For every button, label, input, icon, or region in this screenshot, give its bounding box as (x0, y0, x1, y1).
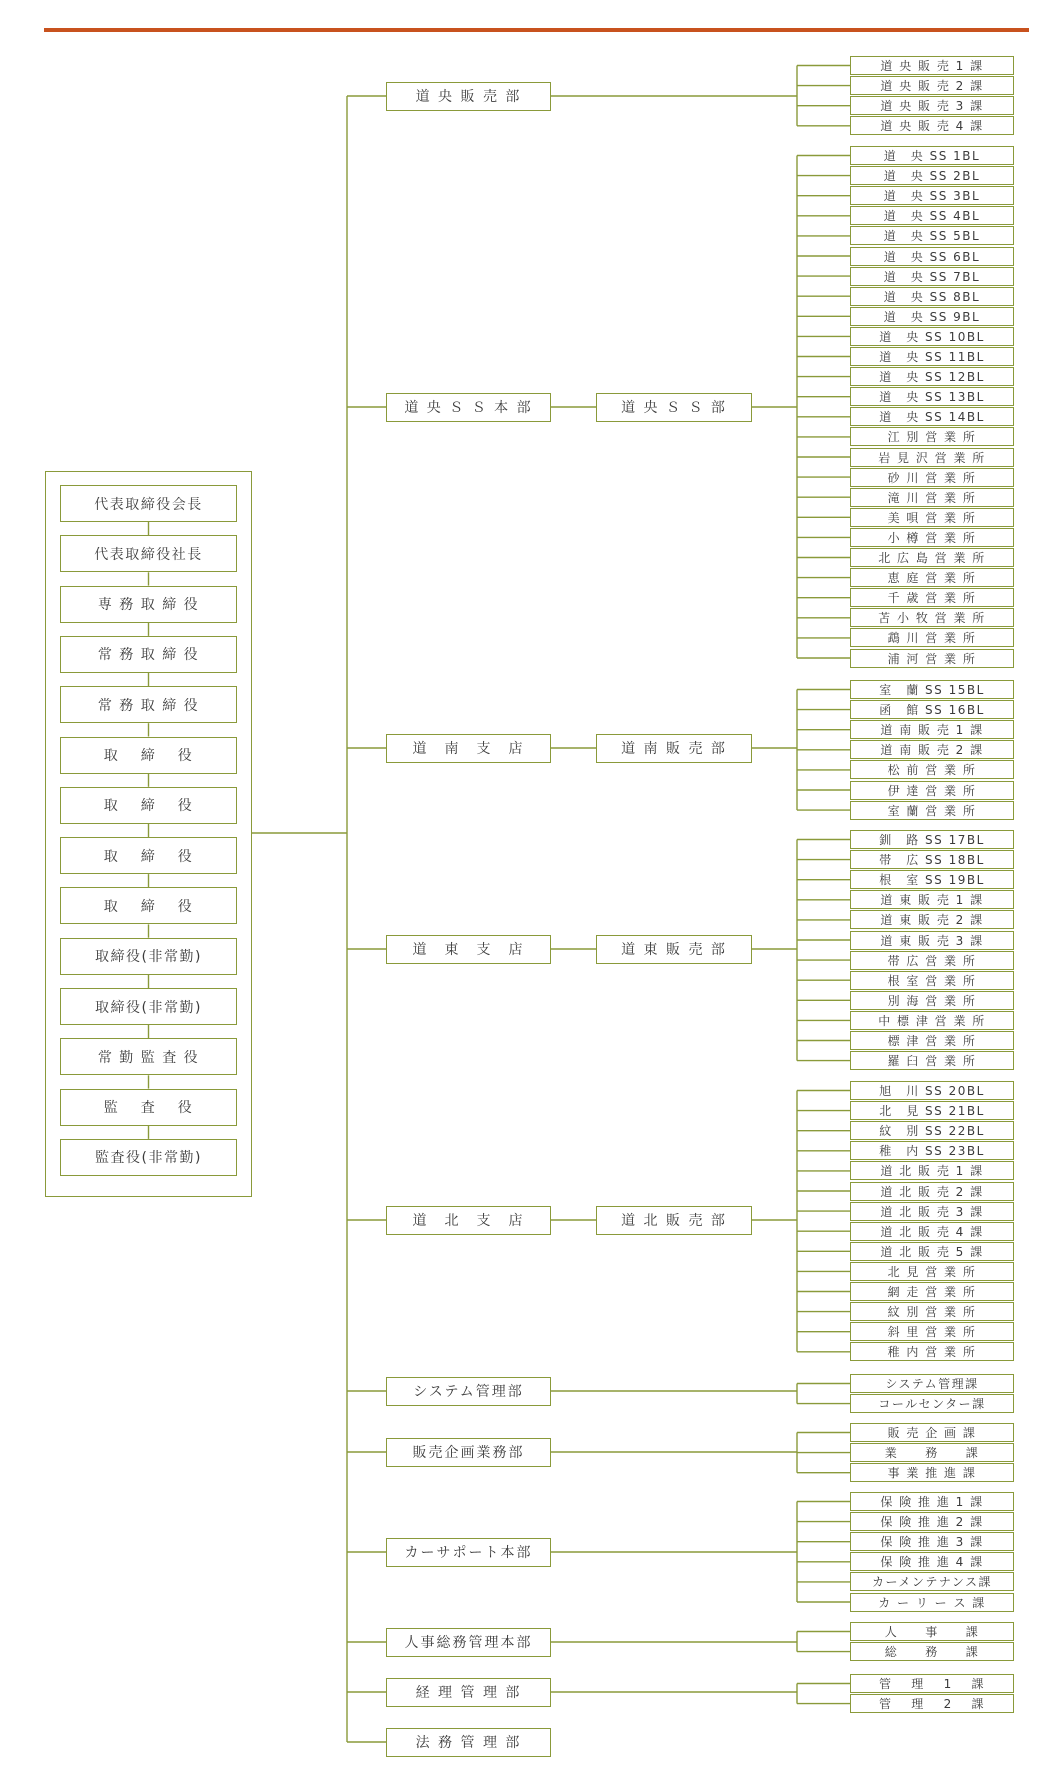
executive-box: 常 勤 監 査 役 (60, 1038, 237, 1075)
section-box: 道 央 SS 13BL (850, 387, 1014, 406)
section-box: コールセンター課 (850, 1394, 1014, 1413)
section-box: 稚 内 SS 23BL (850, 1141, 1014, 1160)
section-box: 室 蘭 営 業 所 (850, 801, 1014, 820)
section-box: 中 標 津 営 業 所 (850, 1011, 1014, 1030)
executive-box: 取 締 役 (60, 837, 237, 874)
section-box: 道 央 SS 11BL (850, 347, 1014, 366)
section-box: 道 央 SS 5BL (850, 226, 1014, 245)
section-box: 道 北 販 売 3 課 (850, 1202, 1014, 1221)
section-box: 保 険 推 進 3 課 (850, 1532, 1014, 1551)
division-box: 経 理 管 理 部 (386, 1678, 551, 1707)
section-box: 北 見 SS 21BL (850, 1101, 1014, 1120)
section-box: 道 央 SS 2BL (850, 166, 1014, 185)
section-box: 事 業 推 進 課 (850, 1463, 1014, 1482)
section-box: 根 室 SS 19BL (850, 870, 1014, 889)
section-box: 函 館 SS 16BL (850, 700, 1014, 719)
executive-box: 代表取締役会長 (60, 485, 237, 522)
section-box: 旭 川 SS 20BL (850, 1081, 1014, 1100)
division-box: 道 東 支 店 (386, 935, 551, 964)
section-box: 業 務 課 (850, 1443, 1014, 1462)
division-box: 人事総務管理本部 (386, 1628, 551, 1657)
executive-box: 専 務 取 締 役 (60, 586, 237, 623)
section-box: 岩 見 沢 営 業 所 (850, 448, 1014, 467)
section-box: カーメンテナンス課 (850, 1572, 1014, 1591)
section-box: 道 東 販 売 3 課 (850, 931, 1014, 950)
section-box: 道 北 販 売 1 課 (850, 1161, 1014, 1180)
section-box: 別 海 営 業 所 (850, 991, 1014, 1010)
section-box: システム管理課 (850, 1374, 1014, 1393)
section-box: 保 険 推 進 1 課 (850, 1492, 1014, 1511)
section-box: 保 険 推 進 2 課 (850, 1512, 1014, 1531)
section-box: 道 央 SS 1BL (850, 146, 1014, 165)
section-box: 砂 川 営 業 所 (850, 468, 1014, 487)
section-box: 道 央 販 売 3 課 (850, 96, 1014, 115)
executive-box: 取 締 役 (60, 737, 237, 774)
executive-box: 取締役(非常勤) (60, 988, 237, 1025)
section-box: 道 央 販 売 1 課 (850, 56, 1014, 75)
section-box: 保 険 推 進 4 課 (850, 1552, 1014, 1571)
section-box: 紋 別 営 業 所 (850, 1302, 1014, 1321)
section-box: 千 歳 営 業 所 (850, 588, 1014, 607)
division-box: カーサポート本部 (386, 1538, 551, 1567)
section-box: 根 室 営 業 所 (850, 971, 1014, 990)
executive-box: 代表取締役社長 (60, 535, 237, 572)
section-box: 道 南 販 売 2 課 (850, 740, 1014, 759)
section-box: 紋 別 SS 22BL (850, 1121, 1014, 1140)
section-box: 北 広 島 営 業 所 (850, 548, 1014, 567)
division-box: 販売企画業務部 (386, 1438, 551, 1467)
section-box: 恵 庭 営 業 所 (850, 568, 1014, 587)
section-box: 道 央 SS 3BL (850, 186, 1014, 205)
section-box: 斜 里 営 業 所 (850, 1322, 1014, 1341)
section-box: 道 央 SS 7BL (850, 267, 1014, 286)
section-box: 道 東 販 売 2 課 (850, 910, 1014, 929)
executive-box: 常 務 取 締 役 (60, 686, 237, 723)
section-box: 伊 達 営 業 所 (850, 781, 1014, 800)
section-box: 標 津 営 業 所 (850, 1031, 1014, 1050)
division-box: 道 北 支 店 (386, 1206, 551, 1235)
section-box: 道 央 SS 10BL (850, 327, 1014, 346)
executive-box: 監査役(非常勤) (60, 1139, 237, 1176)
section-box: 鵡 川 営 業 所 (850, 628, 1014, 647)
department-box: 道 央 Ｓ Ｓ 部 (596, 393, 752, 422)
section-box: 総 務 課 (850, 1642, 1014, 1661)
department-box: 道 北 販 売 部 (596, 1206, 752, 1235)
executive-box: 取 締 役 (60, 787, 237, 824)
section-box: 滝 川 営 業 所 (850, 488, 1014, 507)
section-box: 江 別 営 業 所 (850, 427, 1014, 446)
section-box: 道 北 販 売 2 課 (850, 1182, 1014, 1201)
section-box: 北 見 営 業 所 (850, 1262, 1014, 1281)
executive-box: 監 査 役 (60, 1089, 237, 1126)
section-box: 道 央 SS 9BL (850, 307, 1014, 326)
division-box: 道 央 販 売 部 (386, 82, 551, 111)
division-box: 道 央 Ｓ Ｓ 本 部 (386, 393, 551, 422)
section-box: 帯 広 SS 18BL (850, 850, 1014, 869)
division-box: 道 南 支 店 (386, 734, 551, 763)
department-box: 道 南 販 売 部 (596, 734, 752, 763)
section-box: 道 央 SS 14BL (850, 407, 1014, 426)
section-box: 道 央 SS 6BL (850, 247, 1014, 266)
division-box: システム管理部 (386, 1377, 551, 1406)
section-box: 管 理 1 課 (850, 1674, 1014, 1693)
section-box: 道 北 販 売 4 課 (850, 1222, 1014, 1241)
section-box: 道 央 SS 4BL (850, 206, 1014, 225)
section-box: カ ー リ ー ス 課 (850, 1593, 1014, 1612)
section-box: 人 事 課 (850, 1622, 1014, 1641)
executive-box: 取 締 役 (60, 887, 237, 924)
section-box: 道 北 販 売 5 課 (850, 1242, 1014, 1261)
section-box: 網 走 営 業 所 (850, 1282, 1014, 1301)
section-box: 釧 路 SS 17BL (850, 830, 1014, 849)
section-box: 販 売 企 画 課 (850, 1423, 1014, 1442)
section-box: 美 唄 営 業 所 (850, 508, 1014, 527)
executive-box: 常 務 取 締 役 (60, 636, 237, 673)
section-box: 苫 小 牧 営 業 所 (850, 608, 1014, 627)
section-box: 道 東 販 売 1 課 (850, 890, 1014, 909)
section-box: 室 蘭 SS 15BL (850, 680, 1014, 699)
section-box: 管 理 2 課 (850, 1694, 1014, 1713)
section-box: 浦 河 営 業 所 (850, 649, 1014, 668)
section-box: 羅 臼 営 業 所 (850, 1051, 1014, 1070)
division-box: 法 務 管 理 部 (386, 1728, 551, 1757)
section-box: 小 樽 営 業 所 (850, 528, 1014, 547)
section-box: 道 央 販 売 4 課 (850, 116, 1014, 135)
section-box: 道 南 販 売 1 課 (850, 720, 1014, 739)
section-box: 稚 内 営 業 所 (850, 1342, 1014, 1361)
section-box: 帯 広 営 業 所 (850, 951, 1014, 970)
executive-box: 取締役(非常勤) (60, 938, 237, 975)
section-box: 道 央 販 売 2 課 (850, 76, 1014, 95)
section-box: 道 央 SS 8BL (850, 287, 1014, 306)
section-box: 道 央 SS 12BL (850, 367, 1014, 386)
section-box: 松 前 営 業 所 (850, 760, 1014, 779)
department-box: 道 東 販 売 部 (596, 935, 752, 964)
